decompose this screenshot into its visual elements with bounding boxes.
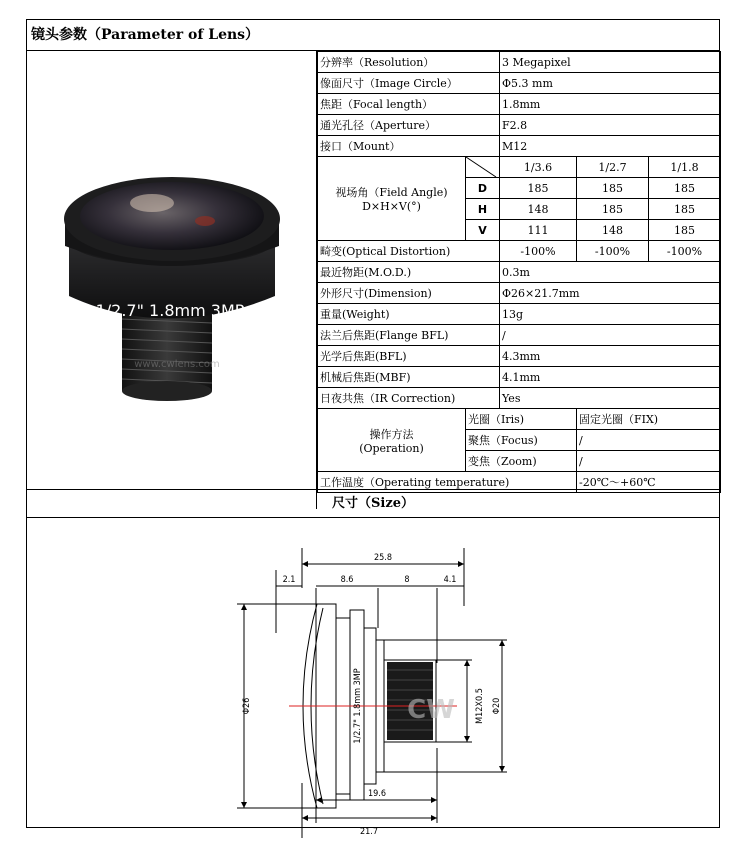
table-row [318, 52, 721, 73]
sensor-size: 1/1.8 [649, 157, 721, 178]
lens-photo [27, 51, 317, 509]
operation-name: 光圈（Iris) [466, 409, 577, 430]
spec-label: 焦距（Focal length） [318, 94, 500, 115]
dim-d2: 8.6 [340, 575, 354, 585]
lens-spec-sheet [26, 19, 720, 837]
angle-value: 148 [500, 199, 577, 220]
dim-diameter: Φ26 [242, 697, 252, 715]
spec-label: 机械后焦距(MBF) [318, 367, 500, 388]
spec-label: 日夜共焦（IR Correction) [318, 388, 500, 409]
drawing-watermark: CW [407, 695, 455, 725]
table-row [318, 409, 721, 430]
sensor-size: 1/2.7 [577, 157, 649, 178]
spec-label: 最近物距(M.O.D.) [318, 262, 500, 283]
spec-value: M12 [500, 136, 721, 157]
table-row [318, 157, 721, 178]
spec-label: 工作温度（Operating temperature) [318, 472, 577, 493]
size-section-title: 尺寸（Size） [27, 489, 719, 518]
dim-bottom-2: 21.7 [359, 827, 379, 837]
dim-thread: M12X0.5 [475, 688, 485, 724]
distortion-value: -100% [577, 241, 649, 262]
angle-value: 185 [577, 199, 649, 220]
table-row [318, 325, 721, 346]
lens-photo-illustration [27, 51, 315, 491]
dim-bottom-1: 19.6 [367, 789, 387, 799]
technical-drawing [27, 518, 719, 837]
table-row [318, 115, 721, 136]
spec-value: Φ5.3 mm [500, 73, 721, 94]
spec-label: 外形尺寸(Dimension) [318, 283, 500, 304]
spec-label: 接口（Mount） [318, 136, 500, 157]
dim-d4: 4.1 [443, 575, 457, 585]
table-row [318, 304, 721, 325]
spec-label: 畸变(Optical Distortion) [318, 241, 500, 262]
spec-label: 分辨率（Resolution） [318, 52, 500, 73]
table-row [318, 283, 721, 304]
operation-value: 固定光圈（FIX) [577, 409, 721, 430]
table-row [318, 367, 721, 388]
angle-value: 185 [649, 220, 721, 241]
spec-value: 0.3m [500, 262, 721, 283]
operation-value: / [577, 430, 721, 451]
axis-label: V [466, 220, 500, 241]
table-row [318, 262, 721, 283]
angle-value: 185 [649, 178, 721, 199]
spec-label: 法兰后焦距(Flange BFL) [318, 325, 500, 346]
operation-value: / [577, 451, 721, 472]
distortion-value: -100% [649, 241, 721, 262]
spec-value: / [500, 325, 721, 346]
spec-value: F2.8 [500, 115, 721, 136]
spec-label: 像面尺寸（Image Circle） [318, 73, 500, 94]
diagonal-header-cell [466, 157, 500, 178]
field-angle-label: 视场角（Field Angle) D×H×V(°) [318, 157, 466, 241]
table-row [318, 241, 721, 262]
watermark-text: www.cwlens.com [134, 359, 220, 370]
distortion-value: -100% [500, 241, 577, 262]
operation-name: 变焦（Zoom) [466, 451, 577, 472]
table-row [318, 94, 721, 115]
page-title: 镜头参数（Parameter of Lens） [27, 20, 719, 51]
sensor-size: 1/3.6 [500, 157, 577, 178]
table-row [318, 388, 721, 409]
operation-name: 聚焦（Focus) [466, 430, 577, 451]
dim-d3: 8 [404, 575, 410, 585]
spec-table [317, 51, 721, 493]
dim-total-top: 25.8 [373, 553, 393, 563]
axis-label: D [466, 178, 500, 199]
spec-label: 重量(Weight) [318, 304, 500, 325]
lens-barrel-print: 1/2.7" 1.8mm 3MP [95, 301, 245, 320]
angle-value: 111 [500, 220, 577, 241]
table-row [318, 346, 721, 367]
diagonal-line-icon [466, 157, 496, 177]
axis-label: H [466, 199, 500, 220]
spec-label: 通光孔径（Aperture） [318, 115, 500, 136]
dim-d1: 2.1 [282, 575, 296, 585]
dim-diameter-back: Φ20 [492, 697, 502, 715]
spec-value: 1.8mm [500, 94, 721, 115]
operation-label: 操作方法 (Operation) [318, 409, 466, 472]
spec-value: Φ26×21.7mm [500, 283, 721, 304]
angle-value: 185 [500, 178, 577, 199]
table-row [318, 73, 721, 94]
table-row [318, 136, 721, 157]
angle-value: 185 [649, 199, 721, 220]
spec-value: 3 Megapixel [500, 52, 721, 73]
spec-label: 光学后焦距(BFL) [318, 346, 500, 367]
spec-value: -20℃～+60℃ [577, 472, 721, 493]
spec-value: 4.3mm [500, 346, 721, 367]
dimension-drawing [27, 518, 719, 837]
spec-value: 13g [500, 304, 721, 325]
angle-value: 148 [577, 220, 649, 241]
spec-value: 4.1mm [500, 367, 721, 388]
angle-value: 185 [577, 178, 649, 199]
spec-value: Yes [500, 388, 721, 409]
barrel-print-text: 1/2.7" 1.8mm 3MP [353, 668, 363, 744]
